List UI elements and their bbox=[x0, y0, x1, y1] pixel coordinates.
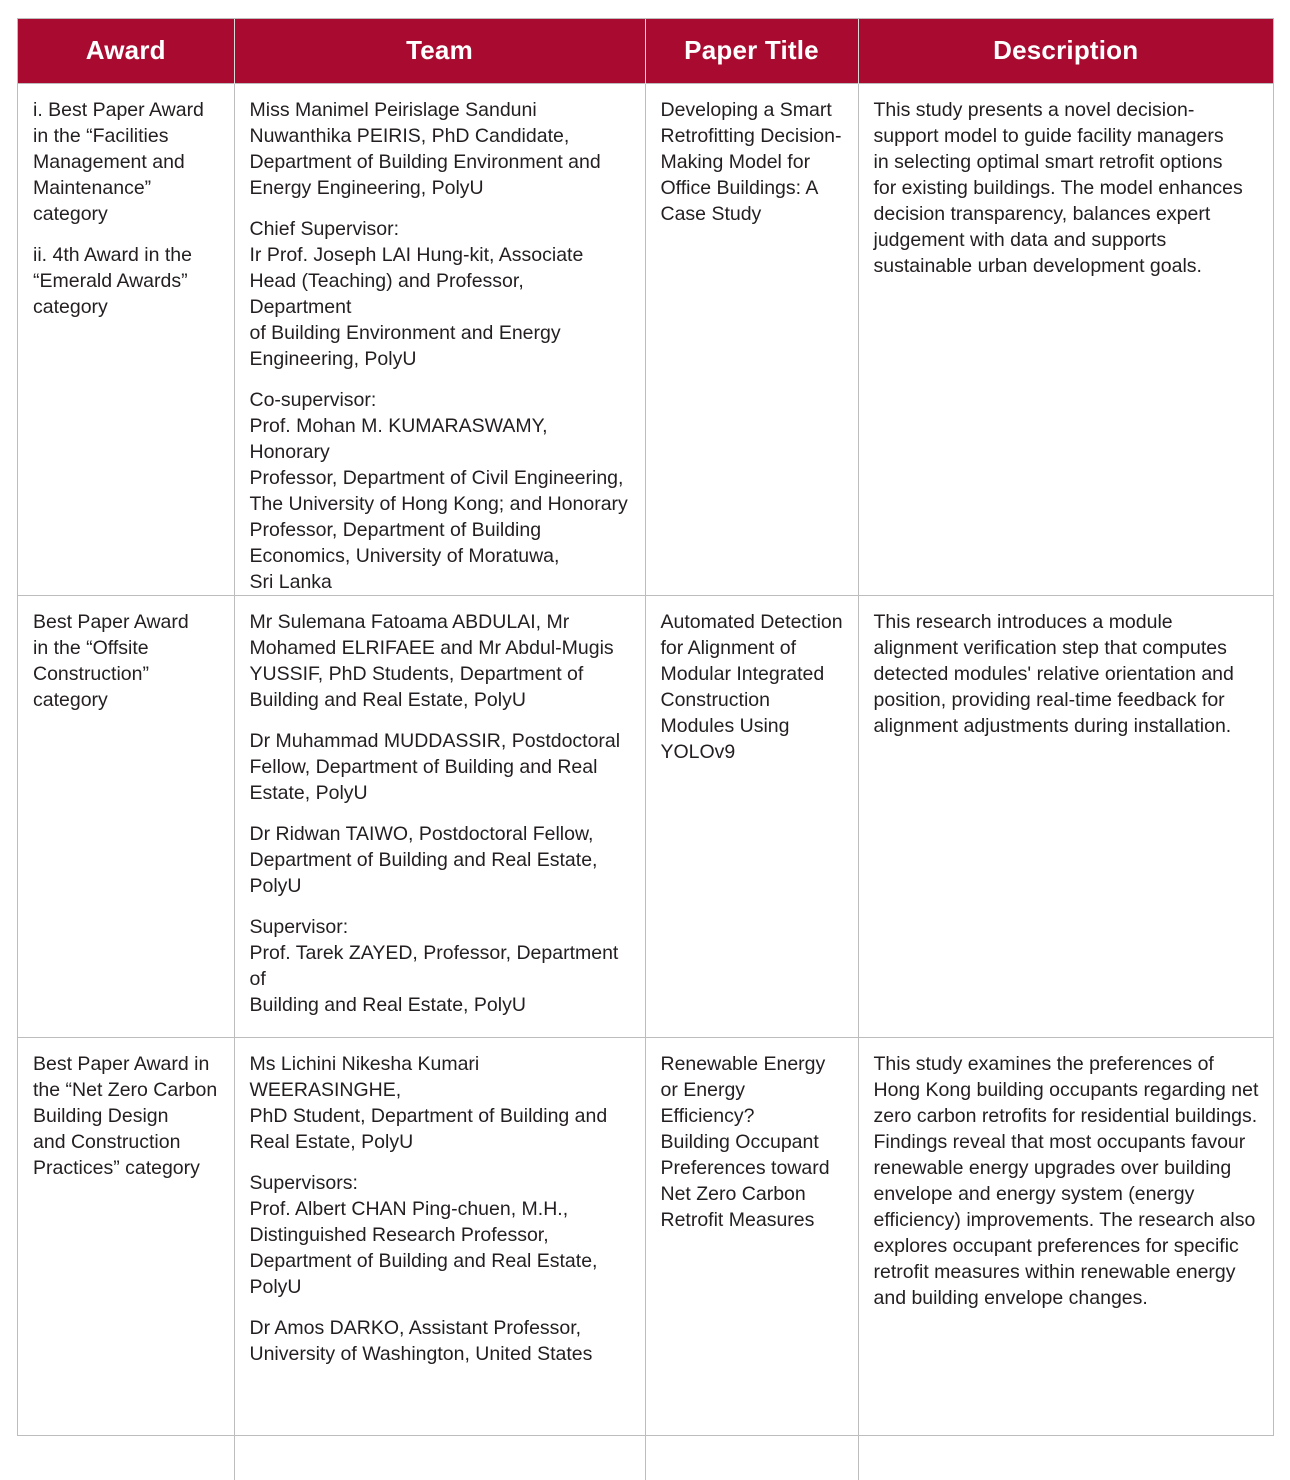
header-description: Description bbox=[858, 19, 1273, 83]
table-row bbox=[18, 1037, 1273, 1480]
description-text: This study examines the preferences of Hong Kong building occupants regarding net zero carbon retrofits for residential buildings. Findings reveal that most occupants favour renewable energy upgrades over building envelope and energy system (energy efficiency) improvements. The research also explores occupant preferences for specific retrofit measures within renewable energy and building envelope changes. bbox=[873, 1052, 1259, 1309]
paper-title-cell bbox=[645, 83, 858, 595]
table-header bbox=[18, 19, 1273, 83]
team-member-text: Co-supervisor: Prof. Mohan M. KUMARASWAMY, Honorary Professor, Department of Civil Engineering, The University of Hong Kong; and Honorary Professor, Department of Building Economics, University of Moratuwa, Sri Lanka bbox=[249, 388, 628, 593]
paper-title-text: Renewable Energy or Energy Efficiency? Building Occupant Preferences toward Net Zero Carbon Retrofit Measures bbox=[660, 1052, 830, 1231]
header-paper-title: Paper Title bbox=[645, 19, 858, 83]
description-text: This study presents a novel decision- support model to guide facility managers in selecting optimal smart retrofit options for existing buildings. The model enhances decision transparency, balances expert judgement with data and supports sustainable urban development goals. bbox=[873, 98, 1243, 277]
header-row bbox=[18, 19, 1273, 83]
team-member-text: Miss Manimel Peirislage Sanduni Nuwanthika PEIRIS, PhD Candidate, Department of Building Environment and Energy Engineering, PolyU bbox=[249, 98, 601, 199]
team-cell bbox=[234, 1037, 645, 1480]
team-member-text: Ms Lichini Nikesha Kumari WEERASINGHE, PhD Student, Department of Building and Real Estate, PolyU bbox=[249, 1052, 608, 1153]
table-row bbox=[18, 595, 1273, 1037]
paper-title-cell bbox=[645, 1037, 858, 1480]
team-member-text: Dr Amos DARKO, Assistant Professor, University of Washington, United States bbox=[249, 1316, 593, 1365]
awards-table-container bbox=[17, 18, 1274, 1436]
award-cell bbox=[18, 595, 234, 1037]
award-text: ii. 4th Award in the “Emerald Awards” category bbox=[33, 243, 192, 318]
team-member-text: Supervisor: Prof. Tarek ZAYED, Professor, Department of Building and Real Estate, PolyU bbox=[249, 915, 619, 1016]
table-body bbox=[18, 83, 1273, 1480]
award-text: Best Paper Award in the “Net Zero Carbon Building Design and Construction Practices” category bbox=[33, 1052, 218, 1179]
team-member-text: Dr Ridwan TAIWO, Postdoctoral Fellow, Department of Building and Real Estate, PolyU bbox=[249, 822, 598, 897]
description-cell bbox=[858, 1037, 1273, 1480]
team-member-text: Supervisors: Prof. Albert CHAN Ping-chuen, M.H., Distinguished Research Professor, Department of Building and Real Estate, PolyU bbox=[249, 1171, 598, 1298]
description-text: This research introduces a module alignment verification step that computes detected modules' relative orientation and position, providing real-time feedback for alignment adjustments during installation. bbox=[873, 610, 1234, 737]
table-row bbox=[18, 83, 1273, 595]
team-member-text: Dr Muhammad MUDDASSIR, Postdoctoral Fellow, Department of Building and Real Estate, PolyU bbox=[249, 729, 621, 804]
award-cell bbox=[18, 83, 234, 595]
paper-title-text: Automated Detection for Alignment of Modular Integrated Construction Modules Using YOLOv9 bbox=[660, 610, 843, 763]
header-team: Team bbox=[234, 19, 645, 83]
team-cell bbox=[234, 595, 645, 1037]
team-member-text: Mr Sulemana Fatoama ABDULAI, Mr Mohamed ELRIFAEE and Mr Abdul-Mugis YUSSIF, PhD Students, Department of Building and Real Estate, PolyU bbox=[249, 610, 614, 711]
paper-title-text: Developing a Smart Retrofitting Decision- Making Model for Office Buildings: A Case Study bbox=[660, 98, 842, 225]
paper-title-cell bbox=[645, 595, 858, 1037]
award-text: i. Best Paper Award in the “Facilities Management and Maintenance” category bbox=[33, 98, 204, 225]
description-cell bbox=[858, 595, 1273, 1037]
awards-table bbox=[18, 19, 1273, 1480]
header-award: Award bbox=[18, 19, 234, 83]
team-cell bbox=[234, 83, 645, 595]
award-text: Best Paper Award in the “Offsite Construction” category bbox=[33, 610, 189, 711]
award-cell bbox=[18, 1037, 234, 1480]
team-member-text: Chief Supervisor: Ir Prof. Joseph LAI Hung-kit, Associate Head (Teaching) and Professor, Department of Building Environment and Energy Engineering, PolyU bbox=[249, 217, 584, 370]
description-cell bbox=[858, 83, 1273, 595]
